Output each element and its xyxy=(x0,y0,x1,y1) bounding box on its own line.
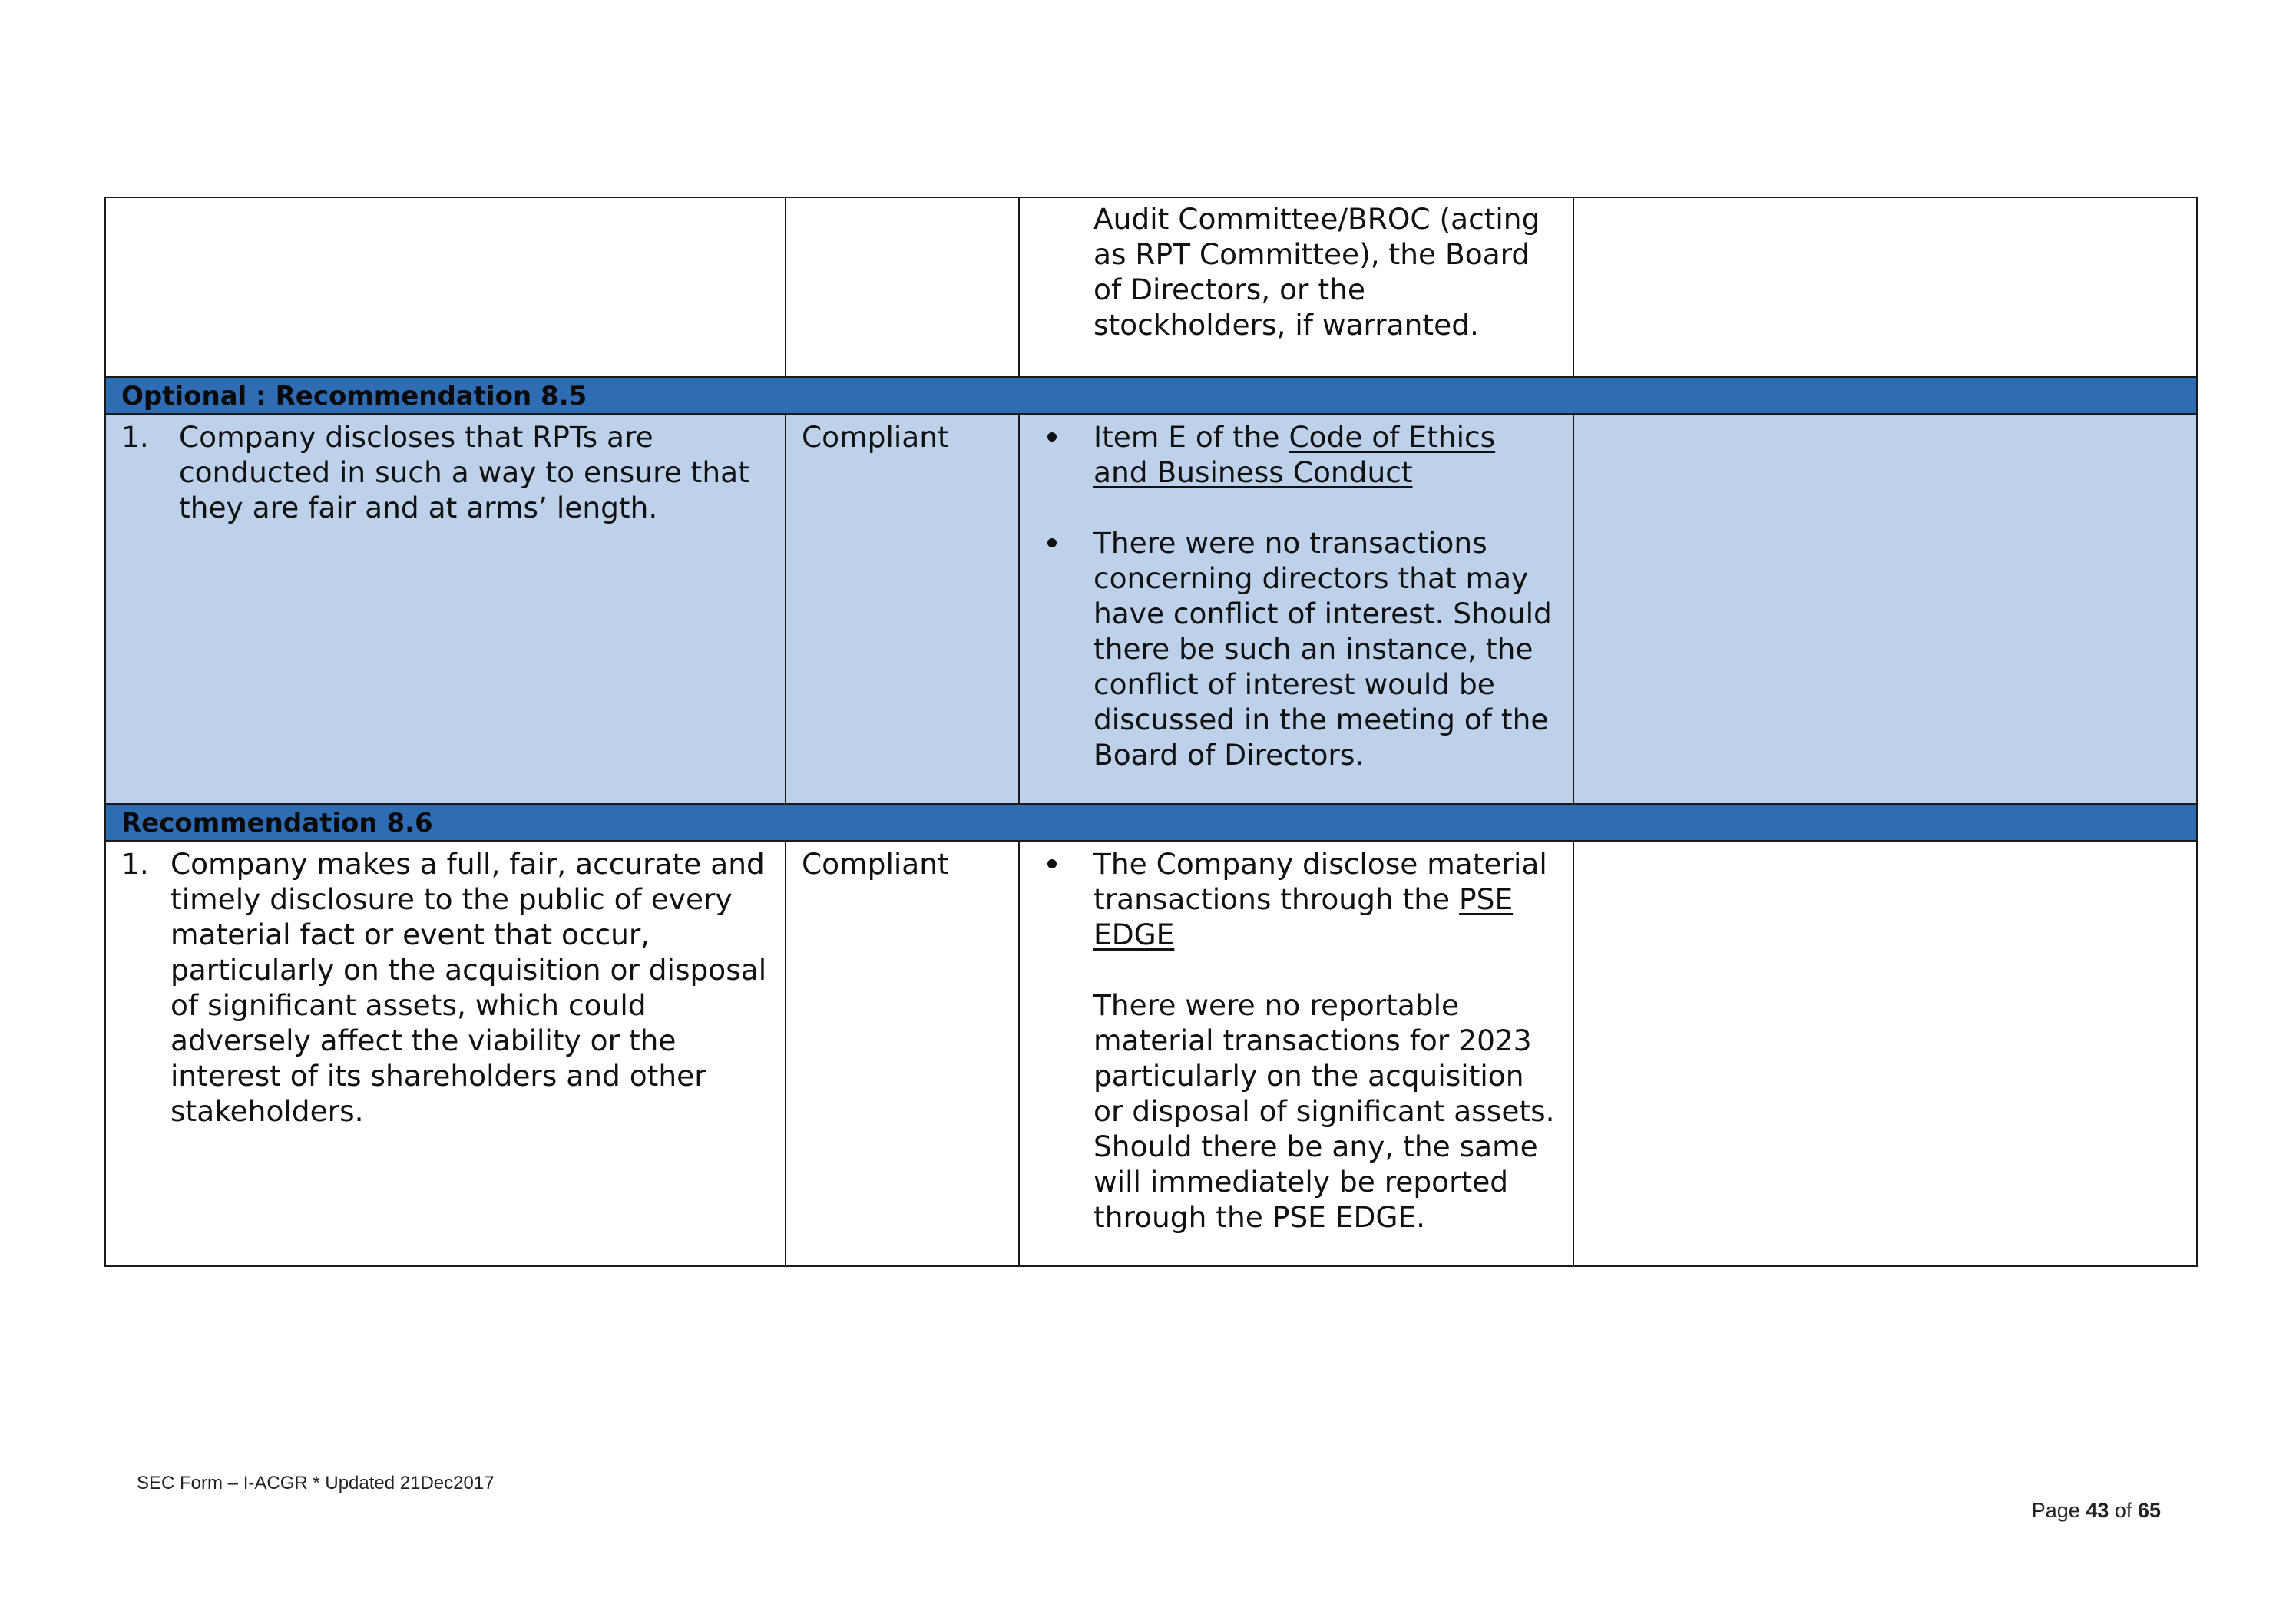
recommendation-cell xyxy=(105,841,786,1266)
section-header-row xyxy=(105,377,2197,414)
remarks-cell xyxy=(1573,197,2197,377)
status-cell xyxy=(786,197,1019,377)
current-page: 43 xyxy=(2086,1499,2109,1522)
item-number: 1. xyxy=(121,420,149,454)
item-number: 1. xyxy=(121,847,149,881)
section-header-row xyxy=(105,804,2197,841)
remarks-cell xyxy=(1573,841,2197,1266)
bullet-icon xyxy=(1035,419,1093,490)
bullet-icon xyxy=(1035,846,1093,952)
evidence-cell xyxy=(1019,414,1573,804)
pse-edge-link[interactable]: PSE EDGE xyxy=(1093,882,1514,951)
recommendation-cell xyxy=(105,414,786,804)
remarks-cell xyxy=(1573,414,2197,804)
recommendation-row xyxy=(105,841,2197,1266)
evidence-text: Item E of the Code of Ethics and Business Conduct xyxy=(1093,420,1496,489)
bullet-icon xyxy=(1035,525,1093,772)
evidence-cell xyxy=(1019,841,1573,1266)
section-header: Optional : Recommendation 8.5 xyxy=(105,377,2197,414)
evidence-text: There were no reportable material transactions for 2023 particularly on the acquisition or disposal of significant assets. Should there be any, the same will immediately be reported through the PSE EDGE. xyxy=(1093,988,1555,1234)
item-text: Company discloses that RPTs are conducted in such a way to ensure that they are fair and at arms’ length. xyxy=(179,420,749,524)
total-pages: 65 xyxy=(2137,1499,2161,1522)
evidence-cell xyxy=(1019,197,1573,377)
page-number: Page 43 of 65 xyxy=(2031,1499,2161,1522)
section-header: Recommendation 8.6 xyxy=(105,804,2197,841)
item-text: Company makes a full, fair, accurate and timely disclosure to the public of every material fact or event that occur, particularly on the acquisition or disposal of significant assets, which could adversely affect the viability or the interest of its shareholders and other stakeholders. xyxy=(170,847,767,1128)
code-of-ethics-link[interactable]: Code of Ethics and Business Conduct xyxy=(1093,420,1496,489)
form-label: SEC Form – I-ACGR * Updated 21Dec2017 xyxy=(137,1473,495,1493)
status-cell: Compliant xyxy=(786,414,1019,804)
recommendation-cell xyxy=(105,197,786,377)
evidence-text: The Company disclose material transactions through the PSE EDGE xyxy=(1093,847,1547,951)
recommendation-row xyxy=(105,414,2197,804)
evidence-text: Audit Committee/BROC (acting as RPT Committee), the Board of Directors, or the stockholders, if warranted. xyxy=(1093,202,1540,342)
recommendations-table xyxy=(104,197,2198,1267)
evidence-text: There were no transactions concerning directors that may have conflict of interest. Should there be such an instance, the conflict of interest would be discussed in the meeting of the Board of Directors. xyxy=(1093,526,1552,772)
status-cell: Compliant xyxy=(786,841,1019,1266)
continued-row xyxy=(105,197,2197,377)
